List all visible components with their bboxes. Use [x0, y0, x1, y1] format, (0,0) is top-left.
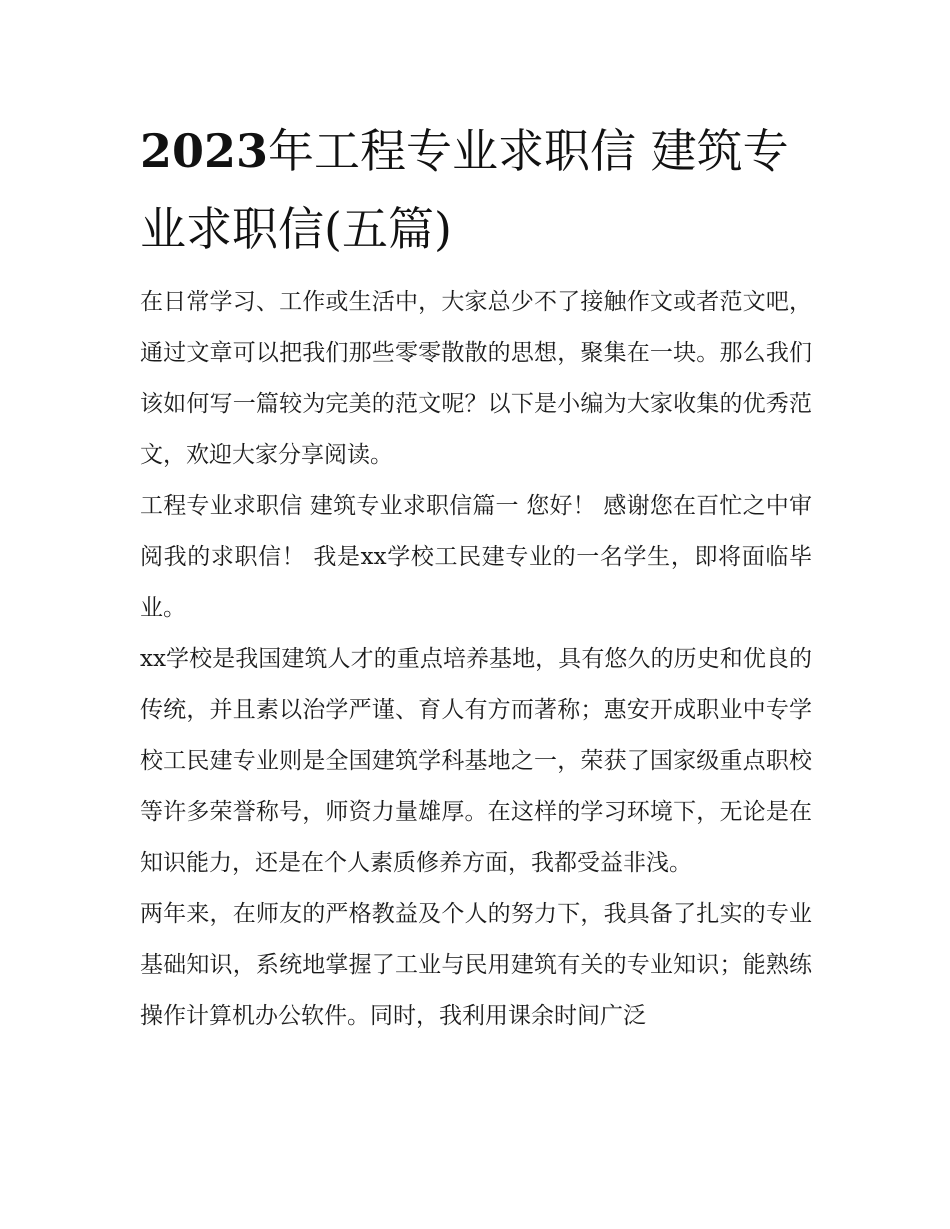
title-text: 年工程专业求职信 建筑专业求职信(五篇) — [140, 124, 789, 256]
paragraph-school: xx学校是我国建筑人才的重点培养基地，具有悠久的历史和优良的传统，并且素以治学严谨、育人有方而著称；惠安开成职业中专学校工民建专业则是全国建筑学科基地之一，荣获了国家级重点职校等许多荣誉称号，师资力量雄厚。在这样的学习环境下，无论是在知识能力，还是在个人素质修养方面，我都受益非浅。 — [140, 646, 812, 876]
title-year: 2023 — [140, 124, 269, 178]
document-title — [140, 112, 820, 268]
paragraph-intro: 在日常学习、工作或生活中，大家总少不了接触作文或者范文吧，通过文章可以把我们那些零零散散的思想，聚集在一块。那么我们该如何写一篇较为完美的范文呢？以下是小编为大家收集的优秀范文，欢迎大家分享阅读。 — [140, 289, 812, 468]
document-body — [140, 277, 812, 1042]
paragraph-greeting: 工程专业求职信 建筑专业求职信篇一 您好！ 感谢您在百忙之中审阅我的求职信！ 我是xx学校工民建专业的一名学生，即将面临毕业。 — [140, 493, 812, 621]
paragraph-study: 两年来，在师友的严格教益及个人的努力下，我具备了扎实的专业基础知识，系统地掌握了工业与民用建筑有关的专业知识；能熟练操作计算机办公软件。同时，我利用课余时间广泛 — [140, 901, 812, 1029]
